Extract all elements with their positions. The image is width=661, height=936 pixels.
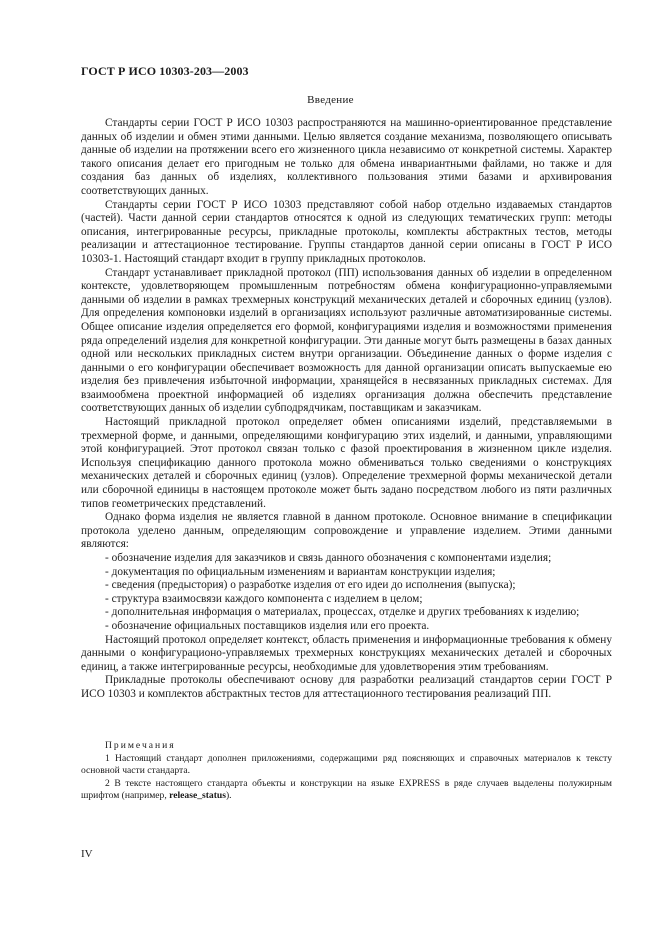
note-item: 1 Настоящий стандарт дополнен приложениями, содержащими ряд поясняющих и справочных материалов к тексту основной части стандарта.: [81, 752, 612, 777]
list-item: - структура взаимосвязи каждого компонента с изделием в целом;: [105, 592, 423, 605]
note-text: 2 В тексте настоящего стандарта объекты и конструкции на языке EXPRESS в ряде случаев выделены полужирным шрифтом (например,: [81, 777, 612, 802]
paragraph: Стандарты серии ГОСТ Р ИСО 10303 распространяются на машинно-ориентированное представление данных об изделии и обмен этими данными. Целью является создание механизма, позволяющего описывать данные об изделии на протяжении всего его жизненного цикла независимо от конкретной системы. Характер такого описания делает его пригодным не только для обмена инвариантными файлами, но также и для создания баз данных об изделиях, коллективного пользования этими базами и архивирования соответствующих данных.: [81, 117, 612, 197]
note-item: [81, 778, 612, 803]
code-term: release_status: [169, 790, 226, 802]
body-text: [81, 117, 612, 702]
list-item: - обозначение официальных поставщиков изделия или его проекта.: [105, 619, 430, 632]
section-title: Введение: [307, 94, 354, 106]
paragraph: Настоящий прикладной протокол определяет обмен описаниями изделий, представляемыми в трехмерной форме, и данными, определяющими конфигурацию этих изделий, и данными, управляющими этой конфигурацией. Этот протокол связан только с фазой проектирования в жизненном цикле изделия. Используя спецификацию данного протокола можно обмениваться только сведениями о конструкциях механических деталей и сборочных единиц (узлов). Определение трехмерной формы механической детали или сборочной единицы в настоящем протоколе может быть задано посредством любого из пяти различных типов геометрических представлений.: [81, 416, 612, 510]
list: [81, 552, 612, 634]
running-header: ГОСТ Р ИСО 10303-203—2003: [81, 64, 249, 78]
paragraph: Однако форма изделия не является главной в данном протоколе. Основное внимание в спецификации протокола уделено данным, определяющим сопровождение и управление изделием. Этими данными являются:: [81, 511, 612, 551]
notes-heading: Примечания: [105, 740, 176, 751]
paragraph: Стандарт устанавливает прикладной протокол (ПП) использования данных об изделии в определенном контексте, удовлетворяющем промышленным потребностям обмена конфигурационно-управляемыми данными об изделии в рамках трехмерных конструкций механических деталей и сборочных единиц (узлов). Для определения компоновки изделий в организациях используют различные автоматизированные системы. Общее описание изделия определяется его формой, конфигурациями изделия и возможностями применения ряда определений изделия для конкретной конфигурации. Эти данные могут быть размещены в базах данных одной или нескольких прикладных систем внутри организации. Объединение данных о форме изделия с данными о его конфигурации обеспечивает возможность для данной организации описать выпускаемые ею изделия без привлечения избыточной информации, хранящейся в несвязанных прикладных системах. Для взаимообмена проектной информацией об изделиях организация должна обеспечить представление соответствующих данных об изделии субподрядчикам, поставщикам и заказчикам.: [81, 266, 612, 415]
list-item: - дополнительная информация о материалах, процессах, отделке и других требованиях к изделию;: [105, 606, 580, 619]
paragraph: Прикладные протоколы обеспечивают основу для разработки реализаций стандартов серии ГОСТ Р ИСО 10303 и комплектов абстрактных тестов для аттестационного тестирования реализаций ПП.: [81, 674, 612, 700]
paragraph: Настоящий протокол определяет контекст, область применения и информационные требования к обмену данными о конфигурационо-управляемых трехмерных конструкциях механических деталей и сборочных единиц, а также интегрированные ресурсы, необходимые для удовлетворения этим требованиям.: [81, 633, 612, 673]
notes-block: [81, 740, 612, 803]
list-item: - документация по официальным изменениям и вариантам конструкции изделия;: [105, 565, 496, 578]
list-item: - сведения (предыстория) о разработке изделия от его идеи до исполнения (выпуска);: [105, 579, 516, 592]
paragraph: Стандарты серии ГОСТ Р ИСО 10303 представляют собой набор отдельно издаваемых стандартов (частей). Части данной серии стандартов относятся к одной из следующих тематических групп: методы описания, интегрированные ресурсы, прикладные протоколы, комплекты абстрактных тестов, методы реализации и аттестационное тестирование. Группы стандартов данной серии описаны в ГОСТ Р ИСО 10303-1. Настоящий стандарт входит в группу прикладных протоколов.: [81, 198, 612, 265]
page-number: IV: [81, 848, 93, 860]
list-item: - обозначение изделия для заказчиков и связь данного обозначения с компонентами изделия;: [105, 552, 552, 564]
note-text: ).: [225, 790, 232, 802]
